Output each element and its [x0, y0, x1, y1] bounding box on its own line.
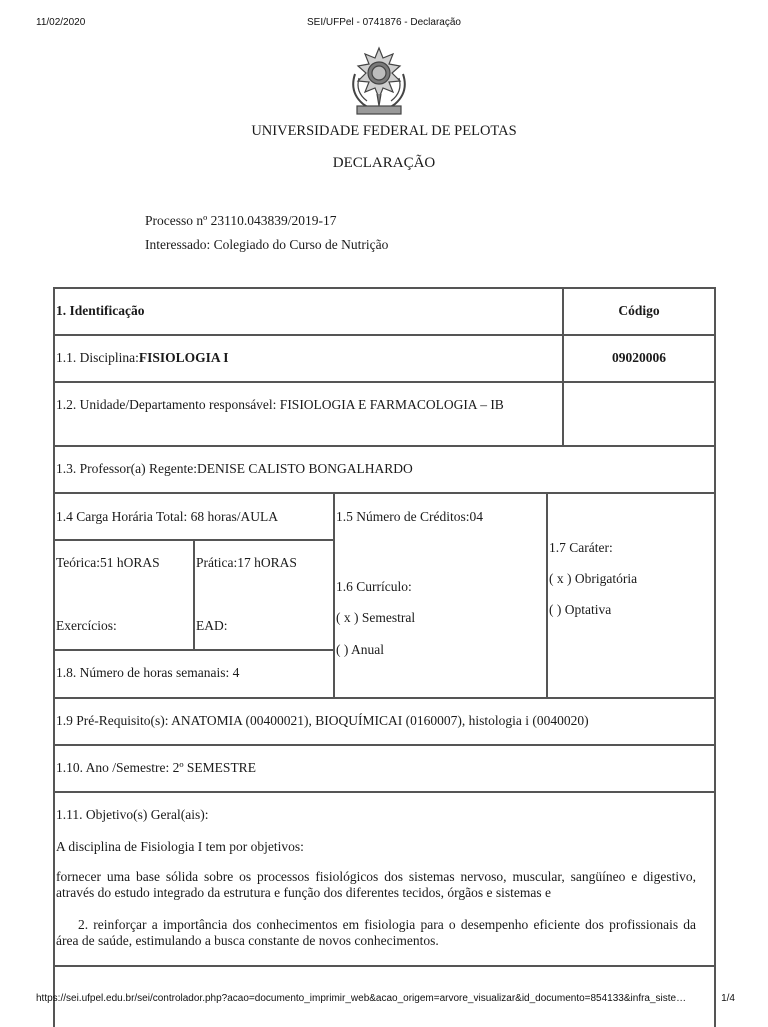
objectives-intro: A disciplina de Fisiologia I tem por objetivos: [56, 839, 304, 854]
process-number: Processo nº 23110.043839/2019-17 [145, 213, 337, 228]
prerequisites: 1.9 Pré-Requisito(s): ANATOMIA (00400021), BIOQUÍMICAI (0160007), histologia i (0040020) [56, 713, 589, 728]
weekly-hours: 1.8. Número de horas semanais: 4 [56, 665, 240, 680]
table-border [53, 744, 716, 746]
character-optativa: ( ) Optativa [549, 602, 612, 617]
table-border [53, 287, 55, 1027]
table-border [193, 539, 195, 651]
curriculum-anual: ( ) Anual [336, 642, 384, 657]
discipline-value: FISIOLOGIA I [138, 350, 229, 365]
table-border [53, 287, 716, 289]
code-value: 09020006 [612, 350, 666, 365]
table-border [333, 492, 335, 699]
character-label: 1.7 Caráter: [549, 540, 613, 555]
theory-hours: Teórica:51 hORAS [56, 555, 160, 570]
print-url: https://sei.ufpel.edu.br/sei/controlador.php?acao=documento_imprimir_web&acao_origem=arvore_visualizar&id_documento=854133&infra_siste… [36, 993, 687, 1004]
institution-name: UNIVERSIDADE FEDERAL DE PELOTAS [251, 123, 517, 139]
table-border [53, 492, 716, 494]
objective-1: fornecer uma base sólida sobre os processos fisiológicos dos sistemas nervoso, muscular, sangüíneo e digestivo, através do estudo integrado da estrutura e função dos diferentes tecidos, órgãos e sistemas e [56, 869, 696, 900]
department: 1.2. Unidade/Departamento responsável: FISIOLOGIA E FARMACOLOGIA – IB [56, 397, 504, 412]
character-obrigatoria: ( x ) Obrigatória [549, 571, 638, 586]
year-semester: 1.10. Ano /Semestre: 2º SEMESTRE [56, 760, 256, 775]
table-border [53, 697, 716, 699]
practice-hours: Prática:17 hORAS [196, 555, 297, 570]
document-type: DECLARAÇÃO [332, 155, 436, 171]
table-border [53, 381, 716, 383]
code-heading: Código [618, 303, 660, 318]
table-border [714, 287, 716, 1027]
total-workload: 1.4 Carga Horária Total: 68 horas/AULA [56, 509, 279, 524]
print-header [0, 17, 768, 31]
curriculum-semestral: ( x ) Semestral [336, 610, 416, 625]
discipline-table [53, 287, 716, 1027]
professor: 1.3. Professor(a) Regente:DENISE CALISTO BONGALHARDO [56, 461, 413, 476]
table-border [53, 445, 716, 447]
print-footer [0, 993, 768, 1007]
exercises-hours: Exercícios: [56, 618, 117, 633]
discipline-label: 1.1. Disciplina: [56, 350, 139, 365]
brazil-coat-of-arms-icon [343, 44, 415, 120]
page-number: 1/4 [721, 993, 735, 1004]
objectives-label: 1.11. Objetivo(s) Geral(ais): [56, 807, 209, 822]
table-border [53, 334, 716, 336]
identification-heading: 1. Identificação [56, 303, 145, 318]
table-border [546, 492, 548, 699]
print-title: SEI/UFPel - 0741876 - Declaração [307, 17, 461, 28]
print-date: 11/02/2020 [36, 17, 86, 28]
ead-hours: EAD: [196, 618, 228, 633]
curriculum-label: 1.6 Currículo: [336, 579, 412, 594]
credits: 1.5 Número de Créditos:04 [336, 509, 483, 524]
interested-party: Interessado: Colegiado do Curso de Nutrição [145, 237, 389, 252]
table-border [53, 965, 716, 967]
table-border [53, 791, 716, 793]
objective-2: 2. reinforçar a importância dos conhecimentos em fisiologia para o desempenho eficiente dos profissionais da área de saúde, estimulando a busca constante de novos conhecimentos. [56, 917, 696, 948]
discipline-row [56, 350, 229, 366]
